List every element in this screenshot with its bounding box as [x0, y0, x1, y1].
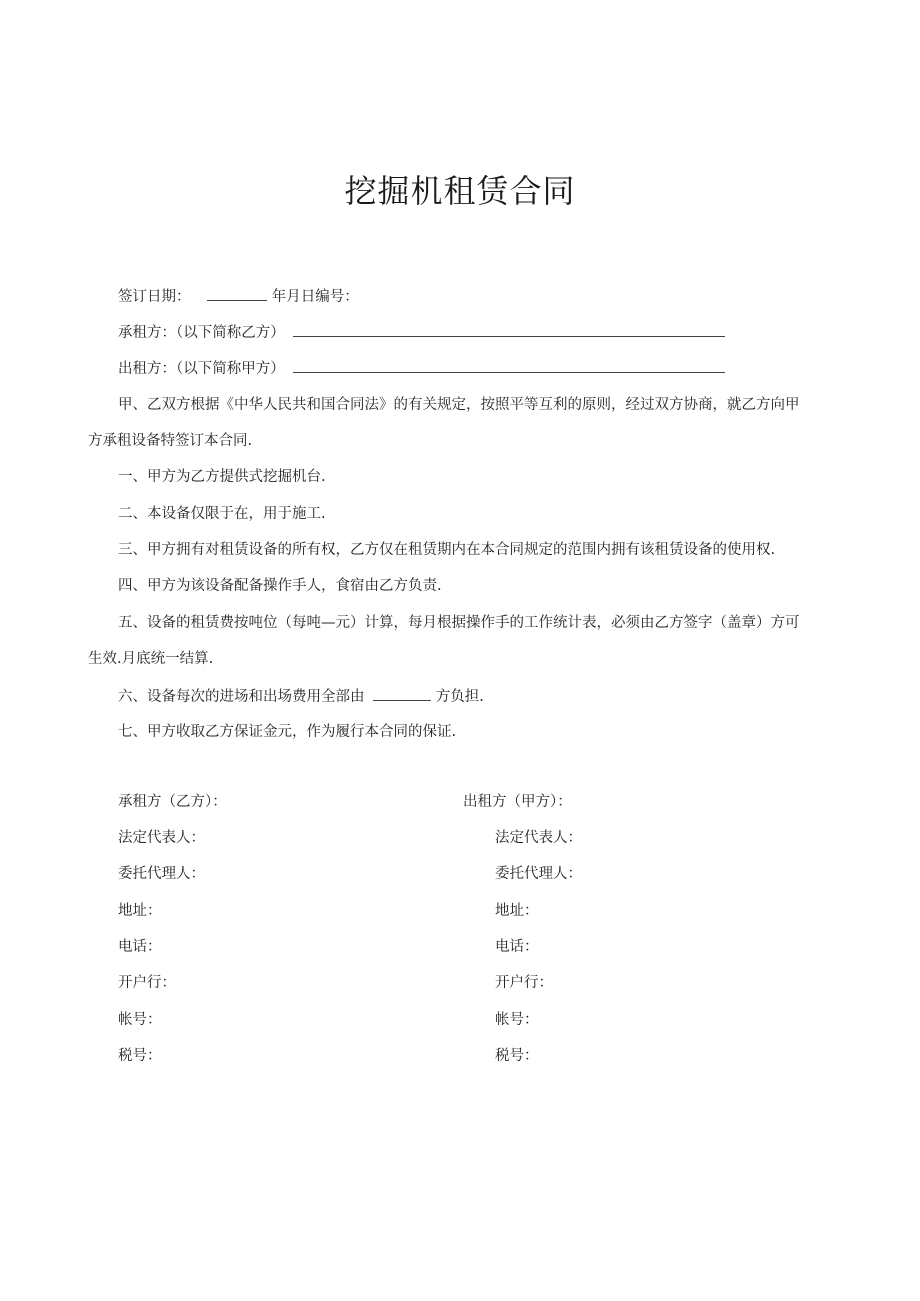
lessee-account: 帐号： — [118, 1012, 162, 1028]
clause-2: 二、本设备仅限于在，用于施工. — [118, 506, 326, 522]
sign-date-suffix: 年月日编号： — [271, 289, 359, 305]
sign-date-blank — [207, 286, 267, 301]
preamble-line-2: 方承租设备特签订本合同. — [88, 433, 253, 449]
lessor-phone: 电话： — [495, 939, 539, 955]
lessee-label: 承租方：（以下简称乙方） — [118, 325, 285, 341]
clause-6 — [118, 686, 484, 707]
clause-6-suffix: 方负担. — [435, 689, 484, 705]
lessee-bank: 开户行： — [118, 975, 176, 991]
lessor-account: 帐号： — [495, 1012, 539, 1028]
lessor-address: 地址： — [495, 903, 539, 919]
lessor-bank: 开户行： — [495, 975, 553, 991]
clause-4: 四、甲方为该设备配备操作手人，食宿由乙方负责. — [118, 578, 442, 594]
lessor-line — [118, 358, 725, 379]
lessee-tax-id: 税号： — [118, 1048, 162, 1064]
lessee-address: 地址： — [118, 903, 162, 919]
clause-1: 一、甲方为乙方提供式挖掘机台. — [118, 469, 326, 485]
lessor-label: 出租方：（以下简称甲方） — [118, 361, 285, 377]
lessor-blank — [293, 358, 725, 373]
clause-7: 七、甲方收取乙方保证金元，作为履行本合同的保证. — [118, 724, 457, 740]
lessee-blank — [293, 322, 725, 337]
lessor-signature-heading: 出租方（甲方）： — [463, 794, 572, 810]
document-title: 挖掘机租赁合同 — [344, 172, 576, 210]
lessor-agent: 委托代理人： — [495, 866, 582, 882]
sign-date-line — [118, 286, 359, 307]
lessee-legal-rep: 法定代表人： — [118, 830, 205, 846]
lessee-line — [118, 322, 725, 343]
lessee-agent: 委托代理人： — [118, 866, 205, 882]
clause-6-prefix: 六、设备每次的进场和出场费用全部由 — [118, 689, 365, 705]
preamble-line-1: 甲、乙双方根据《中华人民共和国合同法》的有关规定，按照平等互利的原则，经过双方协商，就乙方向甲 — [118, 397, 800, 413]
clause-3: 三、甲方拥有对租赁设备的所有权，乙方仅在租赁期内在本合同规定的范围内拥有该租赁设备的使用权. — [118, 542, 776, 558]
lessor-legal-rep: 法定代表人： — [495, 830, 582, 846]
lessor-tax-id: 税号： — [495, 1048, 539, 1064]
sign-date-label: 签订日期： — [118, 289, 191, 305]
lessee-signature-heading: 承租方（乙方）： — [118, 794, 227, 810]
lessee-phone: 电话： — [118, 939, 162, 955]
clause-5-line-2: 生效.月底统一结算. — [88, 651, 214, 667]
clause-6-blank — [373, 686, 431, 701]
clause-5-line-1: 五、设备的租赁费按吨位（每吨—元）计算，每月根据操作手的工作统计表，必须由乙方签字（盖章）方可 — [118, 615, 800, 631]
